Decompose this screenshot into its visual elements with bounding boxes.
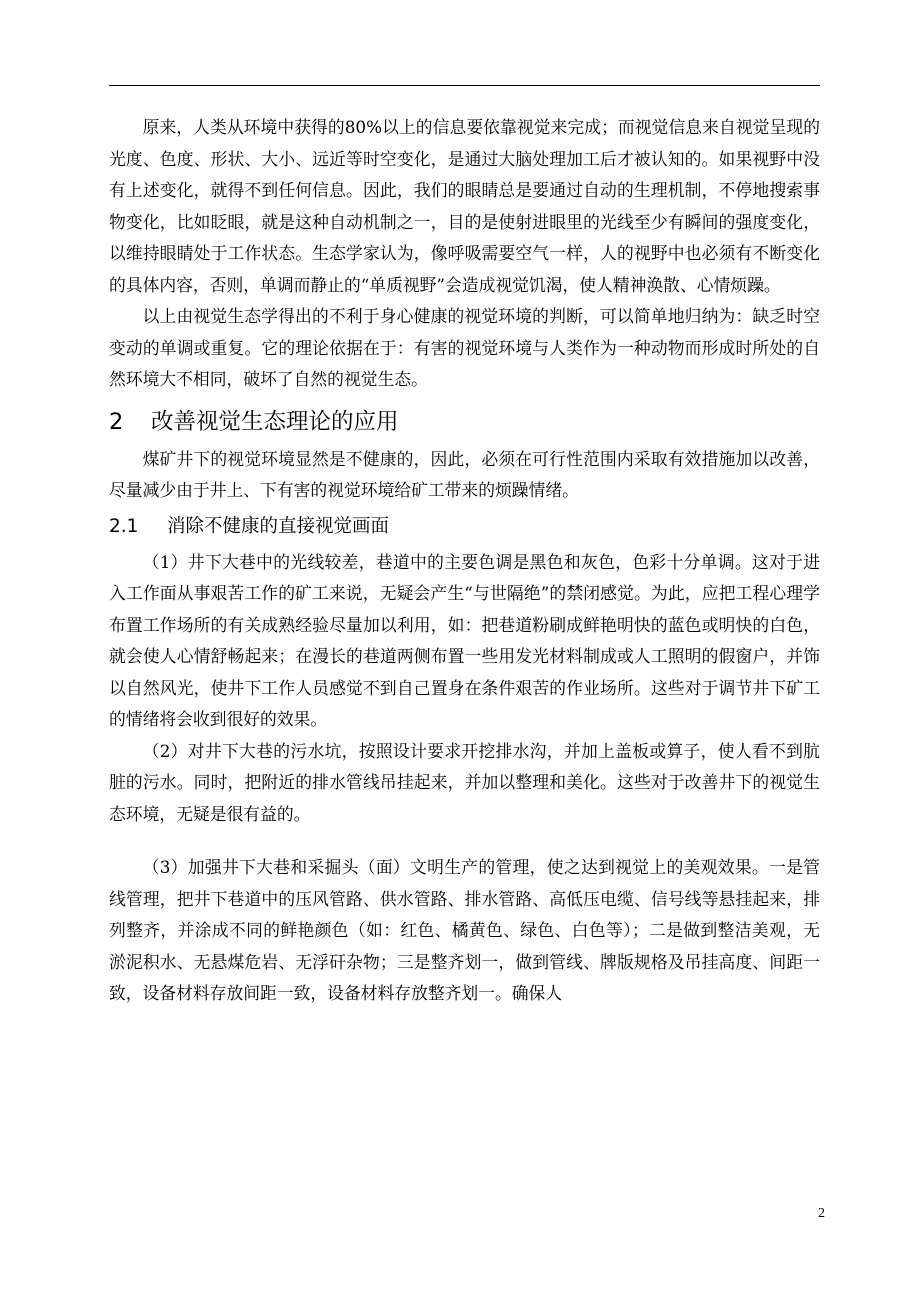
subsection-title: 消除不健康的直接视觉画面 bbox=[167, 515, 390, 537]
paragraph-visual-ecology-summary: 以上由视觉生态学得出的不利于身心健康的视觉环境的判断，可以简单地归纳为：缺乏时空变动的单调或重复。它的理论依据在于：有害的视觉环境与人类作为一种动物而形成时所处的自然环境大不相同，破坏了自然的视觉生态。 bbox=[109, 306, 820, 389]
subsection-heading-2-1 bbox=[109, 507, 820, 547]
paragraph-item-2: （2）对井下大巷的污水坑，按照设计要求开挖排水沟，并加上盖板或算子，使人看不到肮脏的污水。同时，把附近的排水管线吊挂起来，并加以整理和美化。这些对于改善井下的视觉生态环境，无疑是很有益的。 bbox=[109, 740, 820, 824]
section-number: 2 bbox=[109, 408, 124, 435]
paragraph-item-3: （3）加强井下大巷和采掘头（面）文明生产的管理，使之达到视觉上的美观效果。一是管线管理，把井下巷道中的压风管路、供水管路、排水管路、高低压电缆、信号线等悬挂起来，排列整齐，并涂成不同的鲜艳颜色（如：红色、橘黄色、绿色、白色等）；二是做到整洁美观，无淤泥积水、无悬煤危岩、无浮矸杂物；三是整齐划一，做到管线、牌版规格及吊挂高度、间距一致，设备材料存放间距一致，设备材料存放整齐划一。确保人 bbox=[109, 857, 820, 1003]
paragraph-item-1: （1）井下大巷中的光线较差，巷道中的主要色调是黑色和灰色，色彩十分单调。这对于进入工作面从事艰苦工作的矿工来说，无疑会产生“与世隔绝”的禁闭感觉。为此，应把工程心理学布置工作场所的有关成熟经验尽量加以利用，如：把巷道粉刷成鲜艳明快的蓝色或明快的白色，就会使人心情舒畅起来；在漫长的巷道两侧布置一些用发光材料制成或人工照明的假窗户，并饰以自然风光，使井下工作人员感觉不到自己置身在条件艰苦的作业场所。这些对于调节井下矿工的情绪将会收到很好的效果。 bbox=[109, 551, 820, 729]
paragraph-mine-environment: 煤矿井下的视觉环境显然是不健康的，因此，必须在可行性范围内采取有效措施加以改善，尽量减少由于井上、下有害的视觉环境给矿工带来的烦躁情绪。 bbox=[109, 448, 820, 500]
subsection-number: 2.1 bbox=[109, 515, 139, 537]
paragraph-visual-information: 原来，人类从环境中获得的80%以上的信息要依靠视觉来完成；而视觉信息来自视觉呈现的光度、色度、形状、大小、远近等时空变化，是通过大脑处理加工后才被认知的。如果视野中没有上述变化，就得不到任何信息。因此，我们的眼睛总是要通过自动的生理机制，不停地搜索事物变化，比如眨眼，就是这种自动机制之一，目的是使射进眼里的光线至少有瞬间的强度变化，以维持眼睛处于工作状态。生态学家认为，像呼吸需要空气一样，人的视野中也必须有不断变化的具体内容，否则，单调而静止的“单质视野”会造成视觉饥渴，使人精神涣散、心情烦躁。 bbox=[109, 117, 820, 295]
paragraph-gap bbox=[109, 830, 820, 852]
header-rule bbox=[109, 85, 820, 86]
document-body bbox=[109, 112, 820, 1010]
page-number: 2 bbox=[818, 1206, 825, 1221]
section-title: 改善视觉生态理论的应用 bbox=[151, 408, 399, 435]
section-heading-2 bbox=[109, 400, 820, 444]
